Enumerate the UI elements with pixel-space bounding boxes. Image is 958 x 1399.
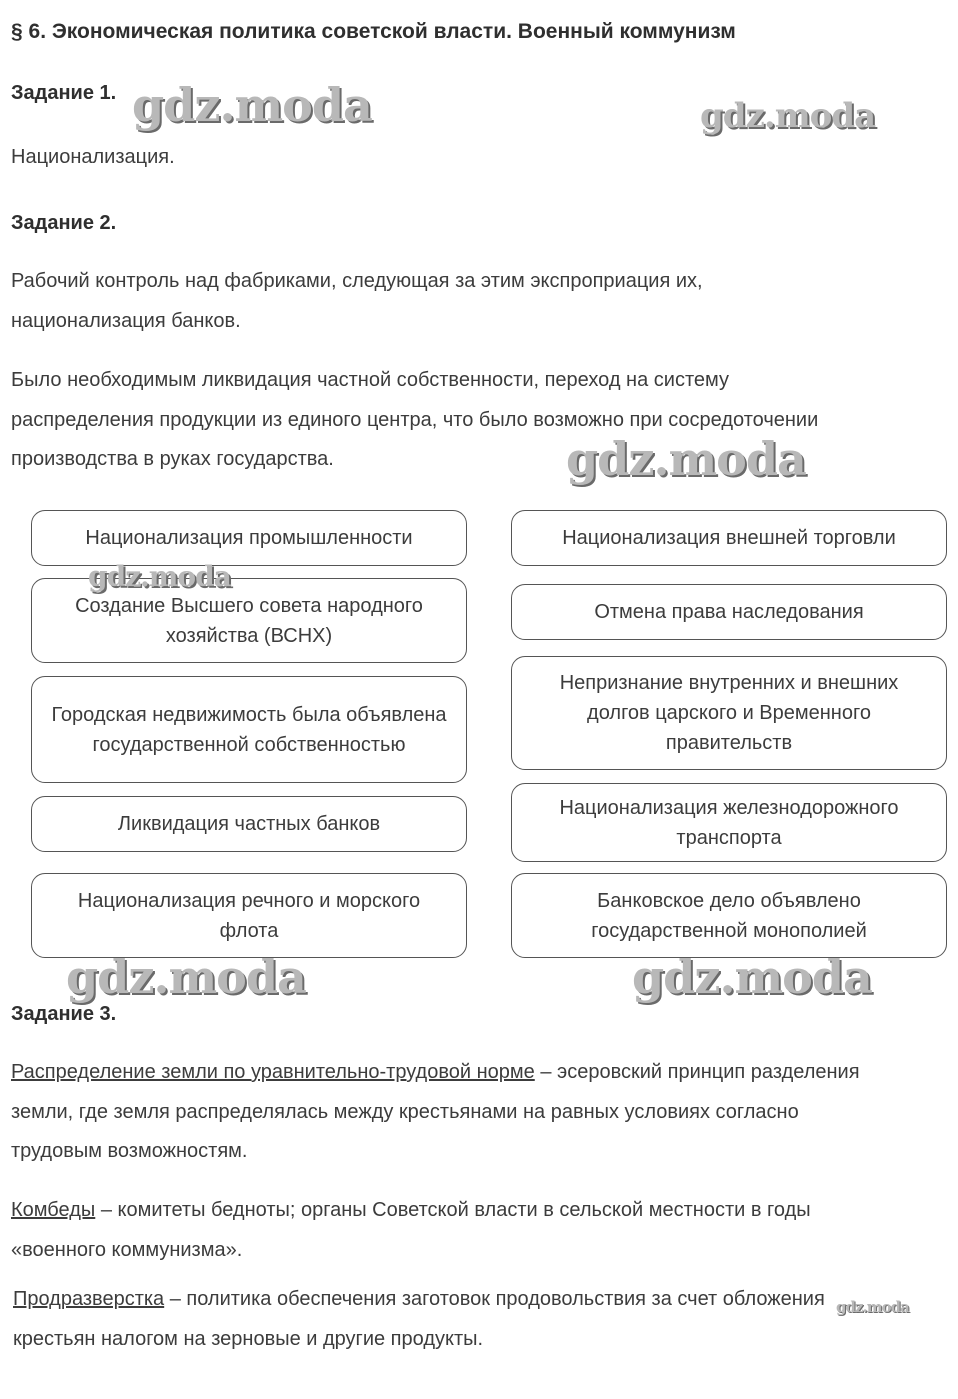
definition-1-term: Распределение земли по уравнительно-трудовой норме (11, 1061, 535, 1083)
watermark-6: gdz.moda (632, 950, 872, 1004)
page-title: § 6. Экономическая политика советской власти. Военный коммунизм (11, 20, 736, 43)
definition-1 (11, 1053, 891, 1172)
definition-2-text: – комитеты бедноты; органы Советской власти в сельской местности в годы «военного коммунизма». (11, 1199, 811, 1261)
definition-2-term: Комбеды (11, 1199, 96, 1221)
task-3-heading: Задание 3. (11, 1003, 117, 1025)
watermark-5: gdz.moda (66, 950, 306, 1004)
definition-2 (11, 1191, 901, 1270)
watermark-1: gdz.moda (132, 78, 372, 132)
measure-box-right-4: Национализация железнодорожного транспорта (511, 783, 947, 862)
measure-box-right-5: Банковское дело объявлено государственной монополией (511, 873, 947, 958)
measure-box-left-1: Национализация промышленности (31, 510, 467, 566)
measure-box-right-1: Национализация внешней торговли (511, 510, 947, 566)
definition-3-text: – политика обеспечения заготовок продовольствия за счет обложения крестьян налогом на зерновые и другие продукты. (13, 1288, 825, 1350)
task-1-answer: Национализация. (11, 146, 175, 168)
definition-3-term: Продразверстка (13, 1288, 165, 1310)
task-2-paragraph-2: Было необходимым ликвидация частной собственности, переход на систему распределения продукции из единого центра, что было возможно при сосредоточении производства в руках государства. (11, 369, 819, 470)
watermark-7: gdz.moda (836, 1298, 909, 1316)
measure-box-right-2: Отмена права наследования (511, 584, 947, 640)
definition-3 (13, 1280, 843, 1359)
watermark-2: gdz.moda (700, 96, 876, 136)
watermark-3: gdz.moda (566, 432, 806, 486)
measure-box-left-5: Национализация речного и морского флота (31, 873, 467, 958)
measure-box-left-2: Создание Высшего совета народного хозяйства (ВСНХ) (31, 578, 467, 663)
measure-box-left-4: Ликвидация частных банков (31, 796, 467, 852)
task-2-heading: Задание 2. (11, 212, 117, 234)
task-2-paragraph-1: Рабочий контроль над фабриками, следующая за этим экспроприация их, национализация банков. (11, 270, 703, 332)
measure-box-left-3: Городская недвижимость была объявлена государственной собственностью (31, 676, 467, 783)
watermark-4: gdz.moda (88, 560, 231, 593)
task-1-heading: Задание 1. (11, 82, 117, 104)
measure-box-right-3: Непризнание внутренних и внешних долгов царского и Временного правительств (511, 656, 947, 770)
definition-1-text: – эсеровский принцип разделения земли, где земля распределялась между крестьянами на равных условиях согласно трудовым возможностям. (11, 1061, 860, 1162)
